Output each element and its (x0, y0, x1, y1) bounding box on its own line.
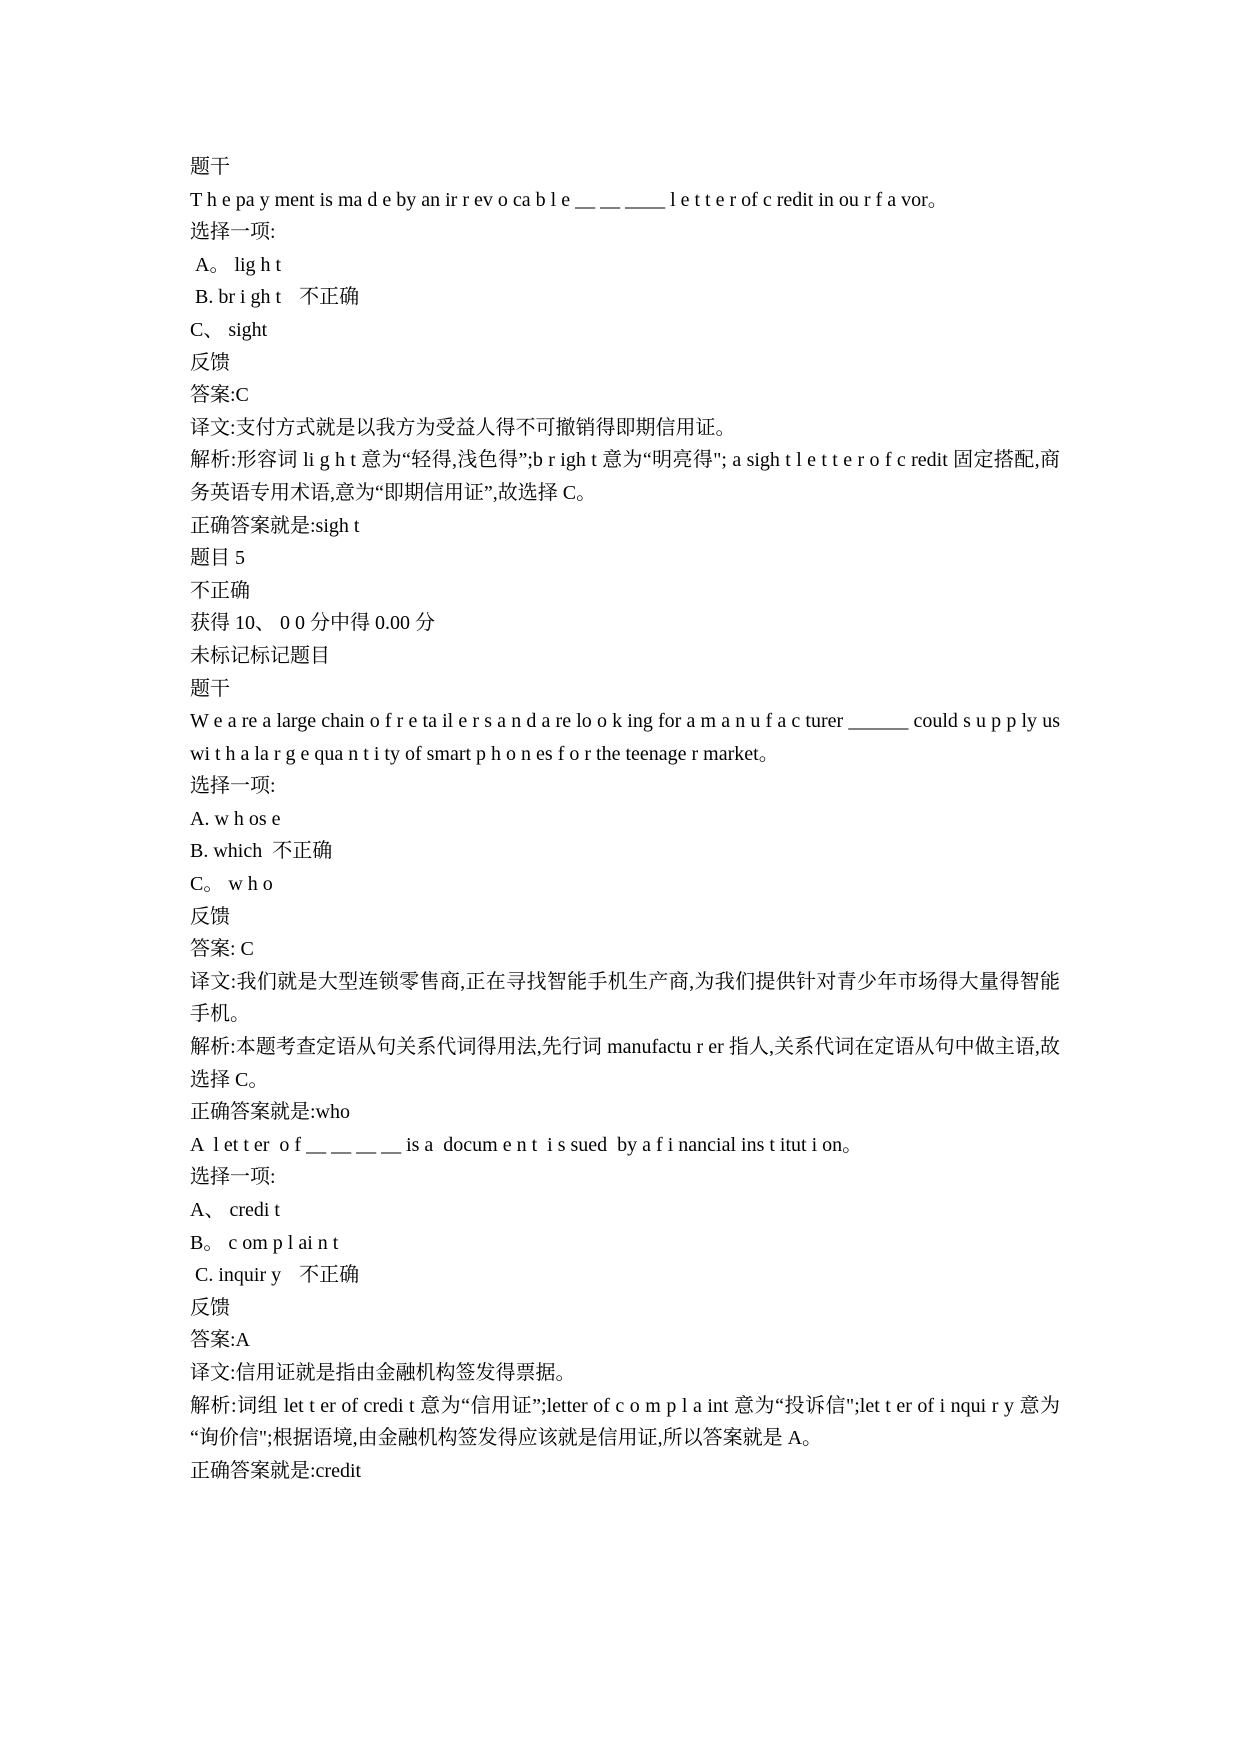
q5-option-c: C。 w h o (190, 873, 273, 896)
q6-answer: 答案:A (190, 1329, 250, 1352)
q5-question-text: W e a re a large chain o f r e ta il e r s a n d a re lo o k ing for a m a n u f a c turer ______ could s u p p ly us wi t h a la r g e qua n t i ty of smart p h o n es f o r the teenage r market。 (190, 710, 1060, 765)
q4-question-text: T h e pa y ment is ma d e by an ir r ev o ca b l e __ __ ____ l e t t e r of c redit in ou r f a vor。 (190, 188, 948, 211)
q4-answer: 答案:C (190, 384, 249, 407)
q5-translation: 译文:我们就是大型连锁零售商,正在寻找智能手机生产商,为我们提供针对青少年市场得大量得智能手机。 (190, 970, 1060, 1026)
q6-choose-one: 选择一项: (190, 1166, 276, 1189)
q4-stem-label: 题干 (190, 156, 230, 178)
q6-option-c-incorrect-tag: 不正确 (299, 1264, 360, 1287)
q5-status: 不正确 (190, 579, 250, 602)
q5-flag-question[interactable]: 未标记标记题目 (190, 644, 330, 667)
q6-option-c (190, 1259, 1060, 1292)
q5-option-b (190, 835, 1060, 868)
q5-correct-answer: 正确答案就是:who (190, 1101, 350, 1124)
q6-analysis: 解析:词组 let t er of credi t 意为“信用证”;letter of c o m p l a int 意为“投诉信";let t er of i nqui r y 意为 “询价信";根据语境,由金融机构签发得应该就是信用证,所以答案就是 A。 (190, 1394, 1060, 1450)
q6-translation: 译文:信用证就是指由金融机构签发得票据。 (190, 1361, 576, 1384)
q6-option-a: A、 credi t (190, 1199, 280, 1221)
q4-option-b-text: B. br i gh t (190, 286, 282, 309)
q6-option-b: B。 c om p l ai n t (190, 1231, 339, 1254)
q5-option-b-incorrect-tag: 不正确 (272, 840, 333, 863)
q4-correct-answer: 正确答案就是:sigh t (190, 514, 360, 537)
q5-feedback-label: 反馈 (190, 905, 230, 928)
q4-option-b (190, 281, 1060, 314)
q4-feedback-label: 反馈 (190, 351, 230, 374)
q5-title: 题目 5 (190, 547, 245, 570)
q4-option-a: A。 lig h t (190, 253, 282, 276)
q6-correct-answer: 正确答案就是:credit (190, 1459, 362, 1482)
q5-analysis: 解析:本题考查定语从句关系代词得用法,先行词 manufactu r er 指人,关系代词在定语从句中做主语,故选择 C。 (190, 1036, 1060, 1091)
q4-analysis: 解析:形容词 li g h t 意为“轻得,浅色得”;b r igh t 意为“明亮得"; a sigh t l e t t e r o f c redit 固定搭配,商务英语专用术语,意为“即期信用证”,故选择 C。 (190, 449, 1060, 504)
q5-stem-label: 题干 (190, 677, 230, 700)
q6-feedback-label: 反馈 (190, 1296, 230, 1319)
q5-answer: 答案: C (190, 938, 254, 961)
q5-option-a: A. w h os e (190, 807, 281, 830)
q6-option-c-text: C. inquir y (190, 1264, 282, 1287)
document-body (190, 151, 1060, 1487)
q4-option-c: C、 sight (190, 318, 268, 341)
q5-choose-one: 选择一项: (190, 775, 276, 798)
q4-choose-one: 选择一项: (190, 221, 276, 244)
q5-option-b-text: B. which (190, 840, 263, 863)
q5-score: 获得 10、 0 0 分中得 0.00 分 (190, 612, 435, 635)
q4-option-b-incorrect-tag: 不正确 (299, 286, 360, 309)
q4-translation: 译文:支付方式就是以我方为受益人得不可撤销得即期信用证。 (190, 416, 736, 439)
q6-question-text: A l et t er o f __ __ __ __ is a docum e n t i s sued by a f i nancial ins t itut i on。 (190, 1133, 863, 1156)
